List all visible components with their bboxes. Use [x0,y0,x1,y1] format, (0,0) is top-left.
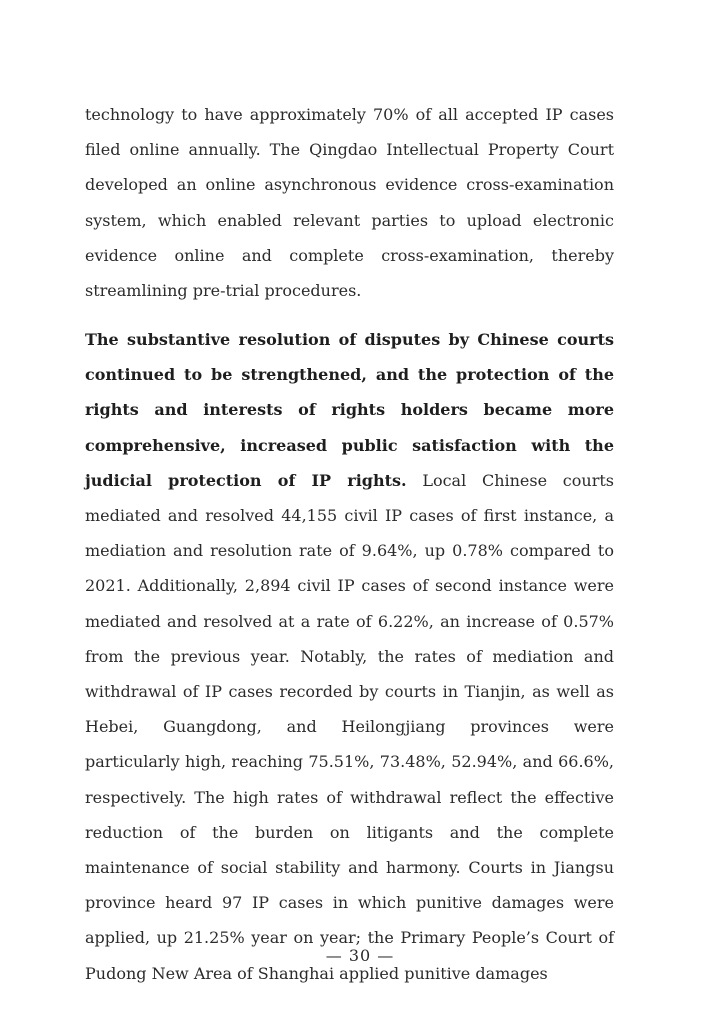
page-number: — 30 — [325,946,395,965]
paragraph-1: technology to have approximately 70% of all accepted IP cases filed online annually. The Qingdao Intellectual Property Court developed an online asynchronous evidence cross-examination system, which enabled relevant parties to upload electronic evidence online and complete cross-examination, thereby streamlining pre-trial procedures. [85,105,614,301]
paragraph-2-lead: The substantive resolution of disputes by Chinese courts continued to be strengthened, and the protection of the rights and interests of rights holders became more comprehensive, increased public satisfaction with the judicial protection of IP rights. [85,330,614,490]
paragraph-2 [85,322,614,991]
paragraph-2-body: Local Chinese courts mediated and resolved 44,155 civil IP cases of first instance, a mediation and resolution rate of 9.64%, up 0.78% compared to 2021. Additionally, 2,894 civil IP cases of second instance were mediated and resolved at a rate of 6.22%, an increase of 0.57% from the previous year. Notably, the rates of mediation and withdrawal of IP cases recorded by courts in Tianjin, as well as Hebei, Guangdong, and Heilongjiang provinces were particularly high, reaching 75.51%, 73.48%, 52.94%, and 66.6%, respectively. The high rates of withdrawal reflect the effective reduction of the burden on litigants and the complete maintenance of social stability and harmony. Courts in Jiangsu province heard 97 IP cases in which punitive damages were applied, up 21.25% year on year; the Primary People’s Court of Pudong New Area of Shanghai applied punitive damages [85,470,614,983]
